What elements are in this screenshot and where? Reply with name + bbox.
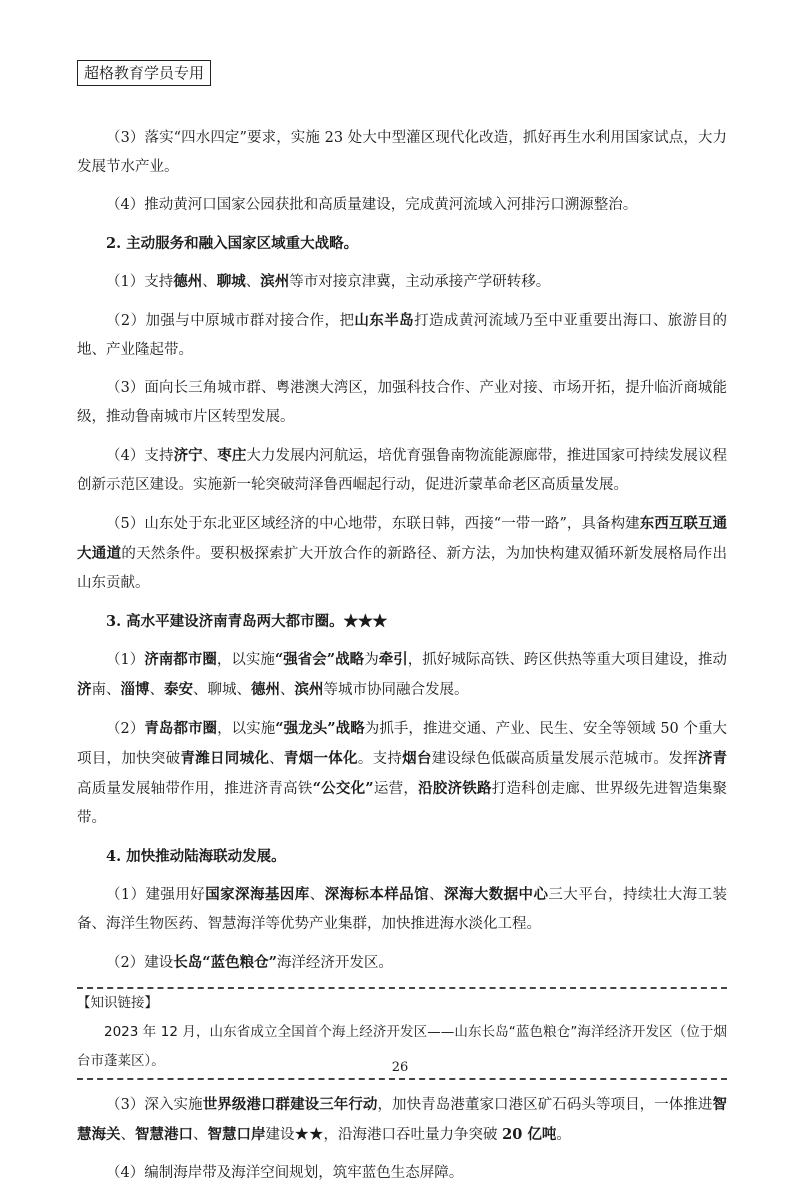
section-heading-2: 2. 主动服务和融入国家区域重大战略。 (106, 235, 359, 252)
paragraph-coastal-planning: （4）编制海岸带及海洋空间规划，筑牢蓝色生态屏障。 (106, 1165, 464, 1181)
paragraph-central-plains: （2）加强与中原城市群对接合作，把山东半岛打造成黄河流域乃至中亚重要出海口、旅游目的地、产业隆起带。 (77, 312, 727, 358)
paragraph-qingdao-metro: （2）青岛都市圈，以实施“强龙头”战略为抓手，推进交通、产业、民生、安全等领域 50 个重大项目，加快突破青潍日同城化、青烟一体化。支持烟台建设绿色低碳高质量发展示范城市。发挥济青高质量发展轴带作用，推进济青高铁“公交化”运营，沿胶济铁路打造科创走廊、世界级先进智造集聚带。 (77, 720, 728, 826)
paragraph-changdao: （2）建设长岛“蓝色粮仓”海洋经济开发区。 (106, 954, 393, 971)
watermark-label: 超格教育学员专用 (77, 60, 211, 86)
document-body (77, 124, 727, 1197)
paragraph-water-management: （3）落实“四水四定”要求，实施 23 处大中型灌区现代化改造，抓好再生水利用国家试点，大力发展节水产业。 (77, 130, 727, 175)
paragraph-yangtze-delta: （3）面向长三角城市群、粤港澳大湾区，加强科技合作、产业对接、市场开拓，提升临沂商城能级，推动鲁南城市片区转型发展。 (77, 380, 727, 425)
section-heading-3: 3. 高水平建设济南青岛两大都市圈。★★★ (106, 613, 388, 630)
paragraph-deep-sea-platforms: （1）建强用好国家深海基因库、深海标本样品馆、深海大数据中心三大平台，持续壮大海工装备、海洋生物医药、智慧海洋等优势产业集群，加快推进海水淡化工程。 (77, 886, 728, 932)
knowledge-link-text: 2023 年 12 月，山东省成立全国首个海上经济开发区——山东长岛“蓝色粮仓”海洋经济开发区（位于烟台市蓬莱区）。 (77, 1024, 727, 1069)
section-heading-4: 4. 加快推动陆海联动发展。 (106, 848, 286, 865)
paragraph-inland-shipping: （4）支持济宁、枣庄大力发展内河航运，培优育强鲁南物流能源廊带，推进国家可持续发展议程创新示范区建设。实施新一轮突破菏泽鲁西崛起行动，促进沂蒙革命老区高质量发展。 (77, 447, 728, 493)
paragraph-jingjinji: （1）支持德州、聊城、滨州等市对接京津冀，主动承接产学研转移。 (106, 273, 551, 290)
paragraph-port-cluster: （3）深入实施世界级港口群建设三年行动，加快青岛港董家口港区矿石码头等项目，一体推进智慧海关、智慧港口、智慧口岸建设★★，沿海港口吞吐量力争突破 20 亿吨。 (77, 1096, 727, 1143)
paragraph-yellow-river-park: （4）推动黄河口国家公园获批和高质量建设，完成黄河流域入河排污口溯源整治。 (106, 197, 638, 213)
paragraph-northeast-asia: （5）山东处于东北亚区域经济的中心地带，东联日韩，西接“一带一路”，具备构建东西互联互通大通道的天然条件。要积极探索扩大开放合作的新路径、新方法，为加快构建双循环新发展格局作出山东贡献。 (77, 515, 728, 591)
knowledge-link-title: 【知识链接】 (77, 995, 158, 1011)
paragraph-jinan-metro: （1）济南都市圈，以实施“强省会”战略为牵引，抓好城际高铁、跨区供热等重大项目建设，推动济南、淄博、泰安、聊城、德州、滨州等城市协同融合发展。 (77, 651, 728, 698)
page-number: 26 (391, 1060, 409, 1075)
